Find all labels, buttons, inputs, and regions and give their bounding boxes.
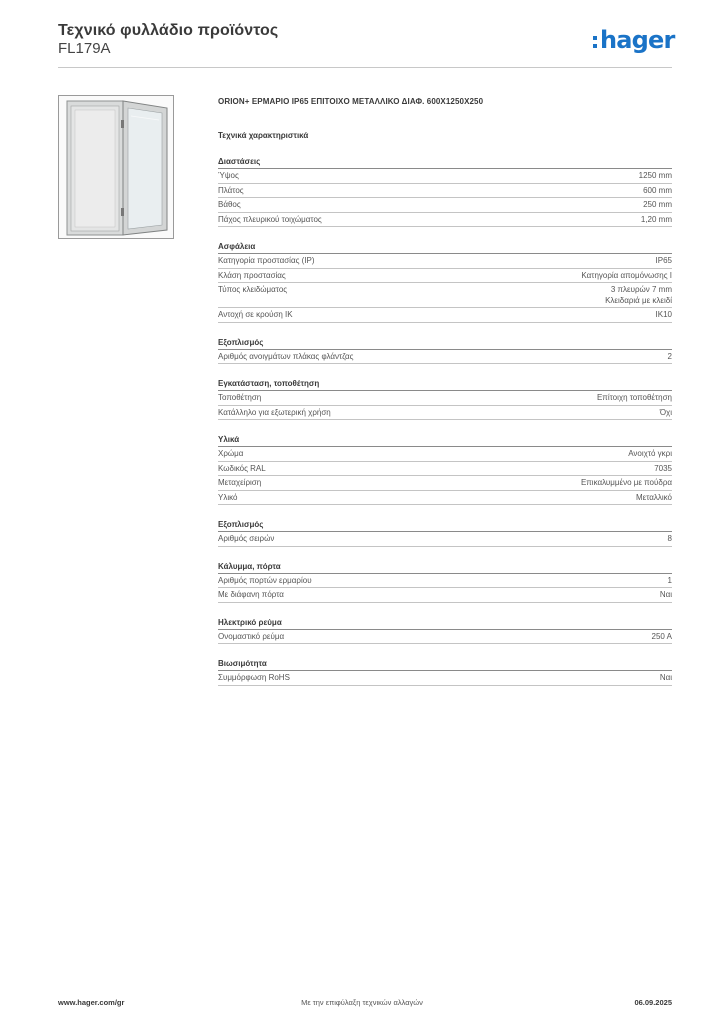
spec-label: Αριθμός πορτών ερμαρίου (218, 575, 312, 585)
spec-label: Αριθμός ανοιγμάτων πλάκας φλάντζας (218, 351, 354, 361)
spec-group-title: Βιωσιμότητα (218, 657, 672, 671)
spec-label: Κωδικός RAL (218, 463, 266, 473)
group-spacer (218, 603, 672, 616)
spec-row (218, 462, 672, 477)
spec-value-line: 250 A (651, 631, 672, 641)
group-spacer (218, 420, 672, 433)
spec-group-title: Ασφάλεια (218, 240, 672, 254)
group-spacer (218, 547, 672, 560)
spec-value (660, 673, 672, 684)
footer-note: Με την επιφύλαξη τεχνικών αλλαγών (301, 998, 423, 1007)
group-spacer (218, 364, 672, 377)
spec-value-line: Επικαλυμμένο με πούδρα (580, 478, 672, 487)
spec-value-line: IK10 (655, 310, 672, 319)
header-divider (58, 67, 672, 68)
spec-value (652, 632, 672, 643)
spec-row (218, 574, 672, 589)
spec-value-line: 7035 (654, 463, 672, 473)
spec-row (218, 491, 672, 506)
spec-value-line: 1250 mm (638, 171, 672, 180)
spec-value (656, 310, 672, 321)
spec-value-line: 3 πλευρών 7 mm (610, 285, 672, 294)
group-spacer (218, 323, 672, 336)
page-title: Τεχνικό φυλλάδιο προϊόντος (58, 22, 279, 39)
spec-value (605, 285, 672, 306)
spec-value (660, 408, 672, 419)
spec-table (218, 155, 672, 686)
logo-dot-top (593, 36, 597, 40)
hager-logo (592, 26, 676, 58)
spec-label: Κατάλληλο για εξωτερική χρήση (218, 407, 331, 417)
spec-value-line: Ανοιχτό γκρι (628, 449, 672, 458)
spec-row (218, 308, 672, 323)
spec-row (218, 476, 672, 491)
spec-value-line: IP65 (655, 256, 672, 265)
spec-row (218, 350, 672, 365)
spec-group-title: Κάλυμμα, πόρτα (218, 560, 672, 574)
spec-value-line: 2 (667, 351, 672, 361)
spec-group-title: Ηλεκτρικό ρεύμα (218, 616, 672, 630)
spec-label: Πλάτος (218, 185, 244, 195)
spec-row (218, 254, 672, 269)
footer-date: 06.09.2025 (634, 998, 672, 1007)
spec-value (636, 493, 672, 504)
spec-label: Τοποθέτηση (218, 393, 262, 402)
spec-row (218, 184, 672, 199)
spec-value-line: Ναι (659, 673, 672, 682)
group-spacer (218, 644, 672, 657)
spec-value (641, 215, 672, 226)
spec-value (581, 478, 672, 489)
spec-value (643, 186, 672, 197)
spec-label: Συμμόρφωση RoHS (218, 673, 290, 682)
spec-group-title: Εγκατάσταση, τοποθέτηση (218, 377, 672, 391)
spec-value-line: 1,20 mm (640, 214, 672, 224)
spec-label: Κατηγορία προστασίας (IP) (218, 256, 315, 265)
spec-row (218, 588, 672, 603)
group-spacer (218, 505, 672, 518)
spec-value-line: Κλειδαριά με κλειδί (605, 295, 672, 305)
spec-label: Κλάση προστασίας (218, 270, 286, 280)
spec-value (643, 200, 672, 211)
spec-label: Υλικό (218, 492, 238, 502)
spec-label: Με διάφανη πόρτα (218, 590, 284, 599)
spec-value (654, 464, 672, 475)
cabinet-illustration (59, 96, 173, 238)
spec-label: Τύπος κλειδώματος (218, 285, 288, 294)
product-code: FL179A (58, 40, 111, 57)
spec-row (218, 671, 672, 686)
spec-value (628, 449, 672, 460)
spec-value (660, 590, 672, 601)
logo-dot-bottom (593, 44, 597, 48)
spec-label: Μεταχείριση (218, 478, 262, 487)
spec-row (218, 447, 672, 462)
spec-row (218, 630, 672, 645)
spec-value (668, 534, 672, 545)
spec-row (218, 269, 672, 284)
spec-row (218, 391, 672, 406)
spec-value-line: Όχι (659, 407, 672, 417)
footer-url[interactable]: www.hager.com/gr (58, 998, 125, 1007)
spec-value-line: 600 mm (643, 185, 672, 195)
spec-row (218, 213, 672, 228)
spec-label: Αντοχή σε κρούση IK (218, 310, 293, 319)
spec-value-line: 250 mm (643, 200, 672, 209)
spec-label: Χρώμα (218, 449, 244, 458)
spec-group-title: Εξοπλισμός (218, 336, 672, 350)
spec-label: Πάχος πλευρικού τοιχώματος (218, 214, 322, 224)
spec-value (639, 171, 672, 182)
spec-group-title: Εξοπλισμός (218, 518, 672, 532)
spec-row (218, 283, 672, 308)
spec-label: Βάθος (218, 200, 241, 209)
spec-row (218, 532, 672, 547)
spec-row (218, 406, 672, 421)
logo-text: hager (600, 26, 675, 54)
spec-label: Ονομαστικό ρεύμα (218, 631, 285, 641)
product-image (58, 95, 174, 239)
group-spacer (218, 227, 672, 240)
spec-value (668, 352, 672, 363)
product-title: ORION+ ΕΡΜΑΡΙΟ IP65 ΕΠΙΤΟΙΧΟ ΜΕΤΑΛΛΙΚΟ ΔΙΑΦ. 600X1250X250 (218, 97, 484, 106)
spec-value (581, 271, 672, 282)
spec-heading: Τεχνικά χαρακτηριστικά (218, 131, 309, 140)
spec-value-line: 1 (667, 575, 672, 585)
spec-value (656, 256, 672, 267)
spec-value-line: Μεταλλικό (635, 492, 672, 502)
spec-label: Αριθμός σειρών (218, 534, 275, 543)
spec-value (597, 393, 672, 404)
spec-row (218, 198, 672, 213)
spec-value-line: Επίτοιχη τοποθέτηση (596, 393, 672, 402)
spec-value-line: 8 (667, 534, 672, 543)
spec-value (668, 576, 672, 587)
spec-group-title: Διαστάσεις (218, 155, 672, 169)
spec-row (218, 169, 672, 184)
spec-label: Ύψος (218, 171, 239, 180)
spec-group-title: Υλικά (218, 433, 672, 447)
spec-value-line: Κατηγορία απομόνωσης I (581, 270, 672, 280)
spec-value-line: Ναι (659, 590, 672, 599)
